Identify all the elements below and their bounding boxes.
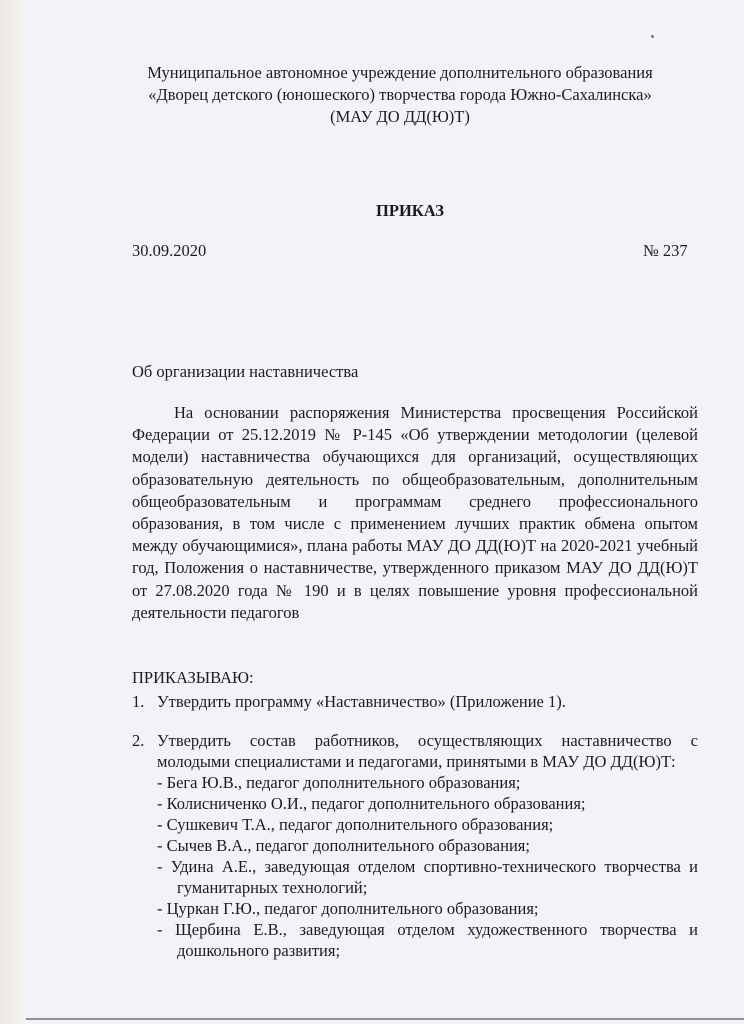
staff-list xyxy=(157,772,698,961)
organization-header xyxy=(100,62,700,128)
item-number: 1. xyxy=(132,692,145,711)
scan-speck xyxy=(651,35,654,38)
header-line-3: (МАУ ДО ДД(Ю)Т) xyxy=(330,107,470,126)
order-word: ПРИКАЗЫВАЮ: xyxy=(132,668,254,687)
header-line-2: «Дворец детского (юношеского) творчества города Южно-Сахалинска» xyxy=(148,85,652,104)
preamble-paragraph: На основании распоряжения Министерства просвещения Российской Федерации от 25.12.2019 № Р-145 «Об утверждении методологии (целевой модели) наставничества обучающихся для организаций, осуществляющих образовательную деятельность по общеобразовательным, дополнительным общеобразовательным и программам среднего профессионального образования, в том числе с применением лучших практик обмена опытом между обучающимися», плана работы МАУ ДО ДД(Ю)Т на 2020-2021 учебный год, Положения о наставничестве, утвержденного приказом МАУ ДО ДД(Ю)Т от 27.08.2020 года № 190 и в целях повышение уровня профессиональной деятельности педагогов xyxy=(132,403,698,622)
item-number: 2. xyxy=(132,731,145,750)
staff-list-item: - Бега Ю.В., педагог дополнительного образования; xyxy=(157,773,521,792)
item-text: Утвердить программу «Наставничество» (Приложение 1). xyxy=(157,692,566,711)
document-title: ПРИКАЗ xyxy=(376,201,444,220)
staff-list-item: - Сычев В.А., педагог дополнительного образования; xyxy=(157,836,530,855)
page-bottom-edge xyxy=(26,1018,744,1020)
order-date: 30.09.2020 xyxy=(132,241,207,260)
order-subject: Об организации наставничества xyxy=(132,362,359,381)
header-line-1: Муниципальное автономное учреждение дополнительного образования xyxy=(147,63,653,82)
order-items xyxy=(132,691,698,961)
item-text: Утвердить состав работников, осуществляющих наставничество с молодыми специалистами и педагогами, принятыми в МАУ ДО ДД(Ю)Т: xyxy=(157,731,698,771)
page-left-edge xyxy=(0,0,24,1024)
staff-list-item: - Удина А.Е., заведующая отделом спортивно-технического творчества и гуманитарных технологий; xyxy=(157,857,698,897)
staff-list-item: - Цуркан Г.Ю., педагог дополнительного образования; xyxy=(157,899,539,918)
order-item xyxy=(132,730,698,961)
staff-list-item: - Колисниченко О.И., педагог дополнительного образования; xyxy=(157,794,586,813)
order-item xyxy=(132,691,698,712)
staff-list-item: - Щербина Е.В., заведующая отделом художественного творчества и дошкольного развития; xyxy=(157,920,698,960)
order-number: № 237 xyxy=(643,241,688,260)
staff-list-item: - Сушкевич Т.А., педагог дополнительного образования; xyxy=(157,815,554,834)
